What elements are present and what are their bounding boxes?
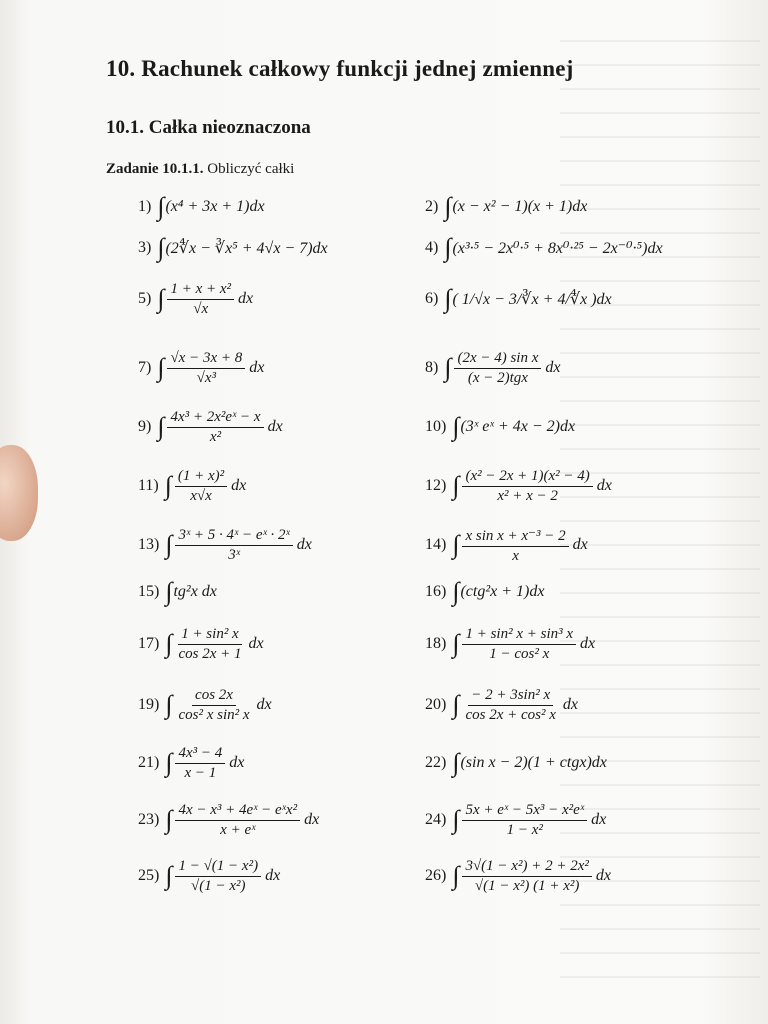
section-title: 10.1. Całka nieoznaczona bbox=[106, 117, 311, 138]
fraction-numerator: 4x − x³ + 4eˣ − eˣx² bbox=[175, 802, 300, 821]
problem-item bbox=[425, 279, 612, 319]
fraction-denominator: (x − 2)tgx bbox=[467, 369, 528, 386]
problem-item bbox=[138, 685, 272, 725]
problem-number: 22) bbox=[425, 754, 447, 771]
fraction-numerator: 1 + sin² x bbox=[178, 626, 242, 645]
integral-sign-icon: ∫ bbox=[157, 412, 165, 441]
integral-sign-icon: ∫ bbox=[452, 805, 460, 834]
fraction bbox=[462, 626, 576, 663]
problem-number: 15) bbox=[138, 583, 160, 600]
fraction-numerator: 3√(1 − x²) + 2 + 2x² bbox=[462, 858, 591, 877]
integral-sign-icon: ∫ bbox=[452, 577, 460, 606]
problem-number: 1) bbox=[138, 198, 152, 215]
fraction-denominator: √x bbox=[193, 300, 209, 317]
fraction bbox=[462, 687, 558, 724]
fraction-numerator: cos 2x bbox=[192, 687, 236, 706]
problem-item bbox=[425, 572, 544, 612]
problem-item bbox=[138, 187, 265, 227]
problem-item bbox=[425, 856, 611, 896]
integral-sign-icon: ∫ bbox=[165, 861, 173, 890]
differential: dx bbox=[572, 536, 588, 553]
problem-number: 23) bbox=[138, 811, 160, 828]
integral-sign-icon: ∫ bbox=[452, 412, 460, 441]
problem-number: 13) bbox=[138, 536, 160, 553]
integral-sign-icon: ∫ bbox=[165, 577, 173, 606]
thumb-photo-artifact bbox=[0, 445, 38, 541]
problem-expression: (ctg²x + 1)dx bbox=[460, 583, 545, 600]
fraction-denominator: x√x bbox=[190, 487, 212, 504]
problem-number: 26) bbox=[425, 867, 447, 884]
fraction-denominator: 1 − x² bbox=[506, 821, 543, 838]
fraction-denominator: x − 1 bbox=[184, 764, 217, 781]
problem-item bbox=[138, 572, 217, 612]
problem-expression: (2∜x − ∛x⁵ + 4√x − 7)dx bbox=[165, 240, 328, 257]
differential: dx bbox=[256, 696, 272, 713]
problem-number: 21) bbox=[138, 754, 160, 771]
integral-sign-icon: ∫ bbox=[452, 748, 460, 777]
problem-number: 16) bbox=[425, 583, 447, 600]
integral-sign-icon: ∫ bbox=[157, 353, 165, 382]
integral-sign-icon: ∫ bbox=[164, 471, 172, 500]
differential: dx bbox=[580, 635, 596, 652]
differential: dx bbox=[265, 867, 281, 884]
fraction-denominator: x² + x − 2 bbox=[497, 487, 558, 504]
problem-number: 14) bbox=[425, 536, 447, 553]
task-label: Zadanie 10.1.1. bbox=[106, 161, 204, 177]
differential: dx bbox=[595, 867, 611, 884]
problem-item bbox=[138, 743, 244, 783]
problem-number: 25) bbox=[138, 867, 160, 884]
integral-sign-icon: ∫ bbox=[444, 284, 452, 313]
differential: dx bbox=[591, 811, 607, 828]
problem-number: 9) bbox=[138, 418, 152, 435]
integral-sign-icon: ∫ bbox=[444, 192, 452, 221]
problem-number: 20) bbox=[425, 696, 447, 713]
problem-number: 6) bbox=[425, 290, 439, 307]
problem-item bbox=[138, 800, 319, 840]
fraction bbox=[175, 858, 261, 895]
fraction bbox=[462, 468, 592, 505]
fraction-denominator: 1 − cos² x bbox=[489, 645, 550, 662]
fraction-numerator: 1 + sin² x + sin³ x bbox=[462, 626, 576, 645]
fraction bbox=[175, 687, 252, 724]
fraction-numerator: − 2 + 3sin² x bbox=[468, 687, 553, 706]
fraction-numerator: (x² − 2x + 1)(x² − 4) bbox=[462, 468, 592, 487]
problem-item bbox=[425, 407, 575, 447]
fraction bbox=[454, 350, 541, 387]
differential: dx bbox=[296, 536, 312, 553]
problem-expression: tg²x dx bbox=[173, 583, 217, 600]
problem-item bbox=[138, 624, 264, 664]
fraction-denominator: 3ˣ bbox=[228, 546, 240, 563]
fraction bbox=[175, 527, 292, 564]
fraction-denominator: cos² x sin² x bbox=[178, 706, 250, 723]
problem-number: 7) bbox=[138, 359, 152, 376]
problem-item bbox=[425, 624, 595, 664]
problem-number: 19) bbox=[138, 696, 160, 713]
integral-sign-icon: ∫ bbox=[165, 629, 173, 658]
problem-item bbox=[425, 800, 606, 840]
task-heading bbox=[106, 161, 294, 178]
differential: dx bbox=[231, 477, 247, 494]
integral-sign-icon: ∫ bbox=[165, 690, 173, 719]
fraction-denominator: x + eˣ bbox=[220, 821, 256, 838]
problem-number: 8) bbox=[425, 359, 439, 376]
fraction bbox=[462, 802, 587, 839]
problem-number: 17) bbox=[138, 635, 160, 652]
problem-number: 24) bbox=[425, 811, 447, 828]
differential: dx bbox=[267, 418, 283, 435]
fraction-numerator: 1 − √(1 − x²) bbox=[175, 858, 261, 877]
problem-expression: (x − x² − 1)(x + 1)dx bbox=[452, 198, 588, 215]
fraction-denominator: cos 2x + 1 bbox=[178, 645, 242, 662]
problem-number: 4) bbox=[425, 239, 439, 256]
problem-item bbox=[138, 856, 280, 896]
problem-item bbox=[425, 348, 561, 388]
fraction-numerator: x sin x + x⁻³ − 2 bbox=[462, 526, 568, 547]
fraction bbox=[462, 526, 568, 565]
fraction bbox=[462, 858, 591, 895]
fraction-numerator: 4x³ + 2x²eˣ − x bbox=[167, 409, 263, 428]
problem-number: 3) bbox=[138, 239, 152, 256]
problem-expression: (3ˣ eˣ + 4x − 2)dx bbox=[460, 418, 576, 435]
differential: dx bbox=[596, 477, 612, 494]
task-text: Obliczyć całki bbox=[207, 161, 295, 177]
problem-number: 12) bbox=[425, 477, 447, 494]
fraction-denominator: √x³ bbox=[196, 369, 217, 386]
differential: dx bbox=[238, 290, 254, 307]
fraction-numerator: 1 + x + x² bbox=[167, 281, 234, 300]
problem-item bbox=[425, 525, 588, 565]
problem-number: 10) bbox=[425, 418, 447, 435]
differential: dx bbox=[248, 635, 264, 652]
problem-item bbox=[138, 466, 246, 506]
integral-sign-icon: ∫ bbox=[452, 629, 460, 658]
fraction-numerator: √x − 3x + 8 bbox=[167, 350, 245, 369]
problem-expression: (x³·⁵ − 2x⁰·⁵ + 8x⁰·²⁵ − 2x⁻⁰·⁵)dx bbox=[452, 240, 663, 257]
problem-item bbox=[138, 279, 253, 319]
problem-number: 5) bbox=[138, 290, 152, 307]
problem-item bbox=[138, 228, 328, 268]
differential: dx bbox=[545, 359, 561, 376]
integral-sign-icon: ∫ bbox=[165, 805, 173, 834]
fraction bbox=[175, 745, 225, 782]
fraction-numerator: 4x³ − 4 bbox=[175, 745, 225, 764]
fraction-denominator: √(1 − x²) bbox=[191, 877, 246, 894]
integral-sign-icon: ∫ bbox=[165, 530, 173, 559]
fraction bbox=[167, 350, 245, 387]
fraction-numerator: 3ˣ + 5 · 4ˣ − eˣ · 2ˣ bbox=[175, 527, 292, 546]
problem-expression: ( 1/√x − 3/∛x + 4/∜x )dx bbox=[452, 291, 612, 308]
fraction-numerator: (2x − 4) sin x bbox=[454, 350, 541, 369]
differential: dx bbox=[562, 696, 578, 713]
differential: dx bbox=[304, 811, 320, 828]
integral-sign-icon: ∫ bbox=[452, 530, 460, 559]
fraction bbox=[167, 281, 234, 318]
problem-item bbox=[425, 466, 612, 506]
fraction-denominator: x bbox=[512, 547, 519, 564]
fraction-numerator: 5x + eˣ − 5x³ − x²eˣ bbox=[462, 802, 587, 821]
problem-number: 2) bbox=[425, 198, 439, 215]
problem-item bbox=[138, 525, 312, 565]
fraction bbox=[175, 626, 244, 663]
fraction-denominator: √(1 − x²) (1 + x²) bbox=[474, 877, 580, 894]
problem-item bbox=[138, 407, 283, 447]
integral-sign-icon: ∫ bbox=[452, 690, 460, 719]
problem-number: 11) bbox=[138, 477, 159, 494]
integral-sign-icon: ∫ bbox=[452, 861, 460, 890]
problem-item bbox=[425, 685, 578, 725]
integral-sign-icon: ∫ bbox=[444, 233, 452, 262]
fraction-numerator: (1 + x)² bbox=[175, 468, 227, 487]
problem-item bbox=[425, 228, 663, 268]
problem-expression: (x⁴ + 3x + 1)dx bbox=[165, 198, 265, 215]
differential: dx bbox=[229, 754, 245, 771]
problem-item bbox=[425, 743, 607, 783]
integral-sign-icon: ∫ bbox=[157, 192, 165, 221]
integral-sign-icon: ∫ bbox=[452, 471, 460, 500]
problem-expression: (sin x − 2)(1 + ctgx)dx bbox=[460, 754, 607, 771]
problem-number: 18) bbox=[425, 635, 447, 652]
integral-sign-icon: ∫ bbox=[157, 284, 165, 313]
fraction bbox=[175, 802, 300, 839]
integral-sign-icon: ∫ bbox=[157, 233, 165, 262]
integral-sign-icon: ∫ bbox=[165, 748, 173, 777]
fraction bbox=[167, 409, 263, 446]
problem-item bbox=[425, 187, 587, 227]
fraction bbox=[175, 468, 227, 505]
differential: dx bbox=[249, 359, 265, 376]
chapter-title: 10. Rachunek całkowy funkcji jednej zmiennej bbox=[106, 56, 574, 81]
fraction-denominator: x² bbox=[209, 428, 222, 445]
fraction-denominator: cos 2x + cos² x bbox=[465, 706, 556, 723]
problem-item bbox=[138, 348, 264, 388]
integral-sign-icon: ∫ bbox=[444, 353, 452, 382]
